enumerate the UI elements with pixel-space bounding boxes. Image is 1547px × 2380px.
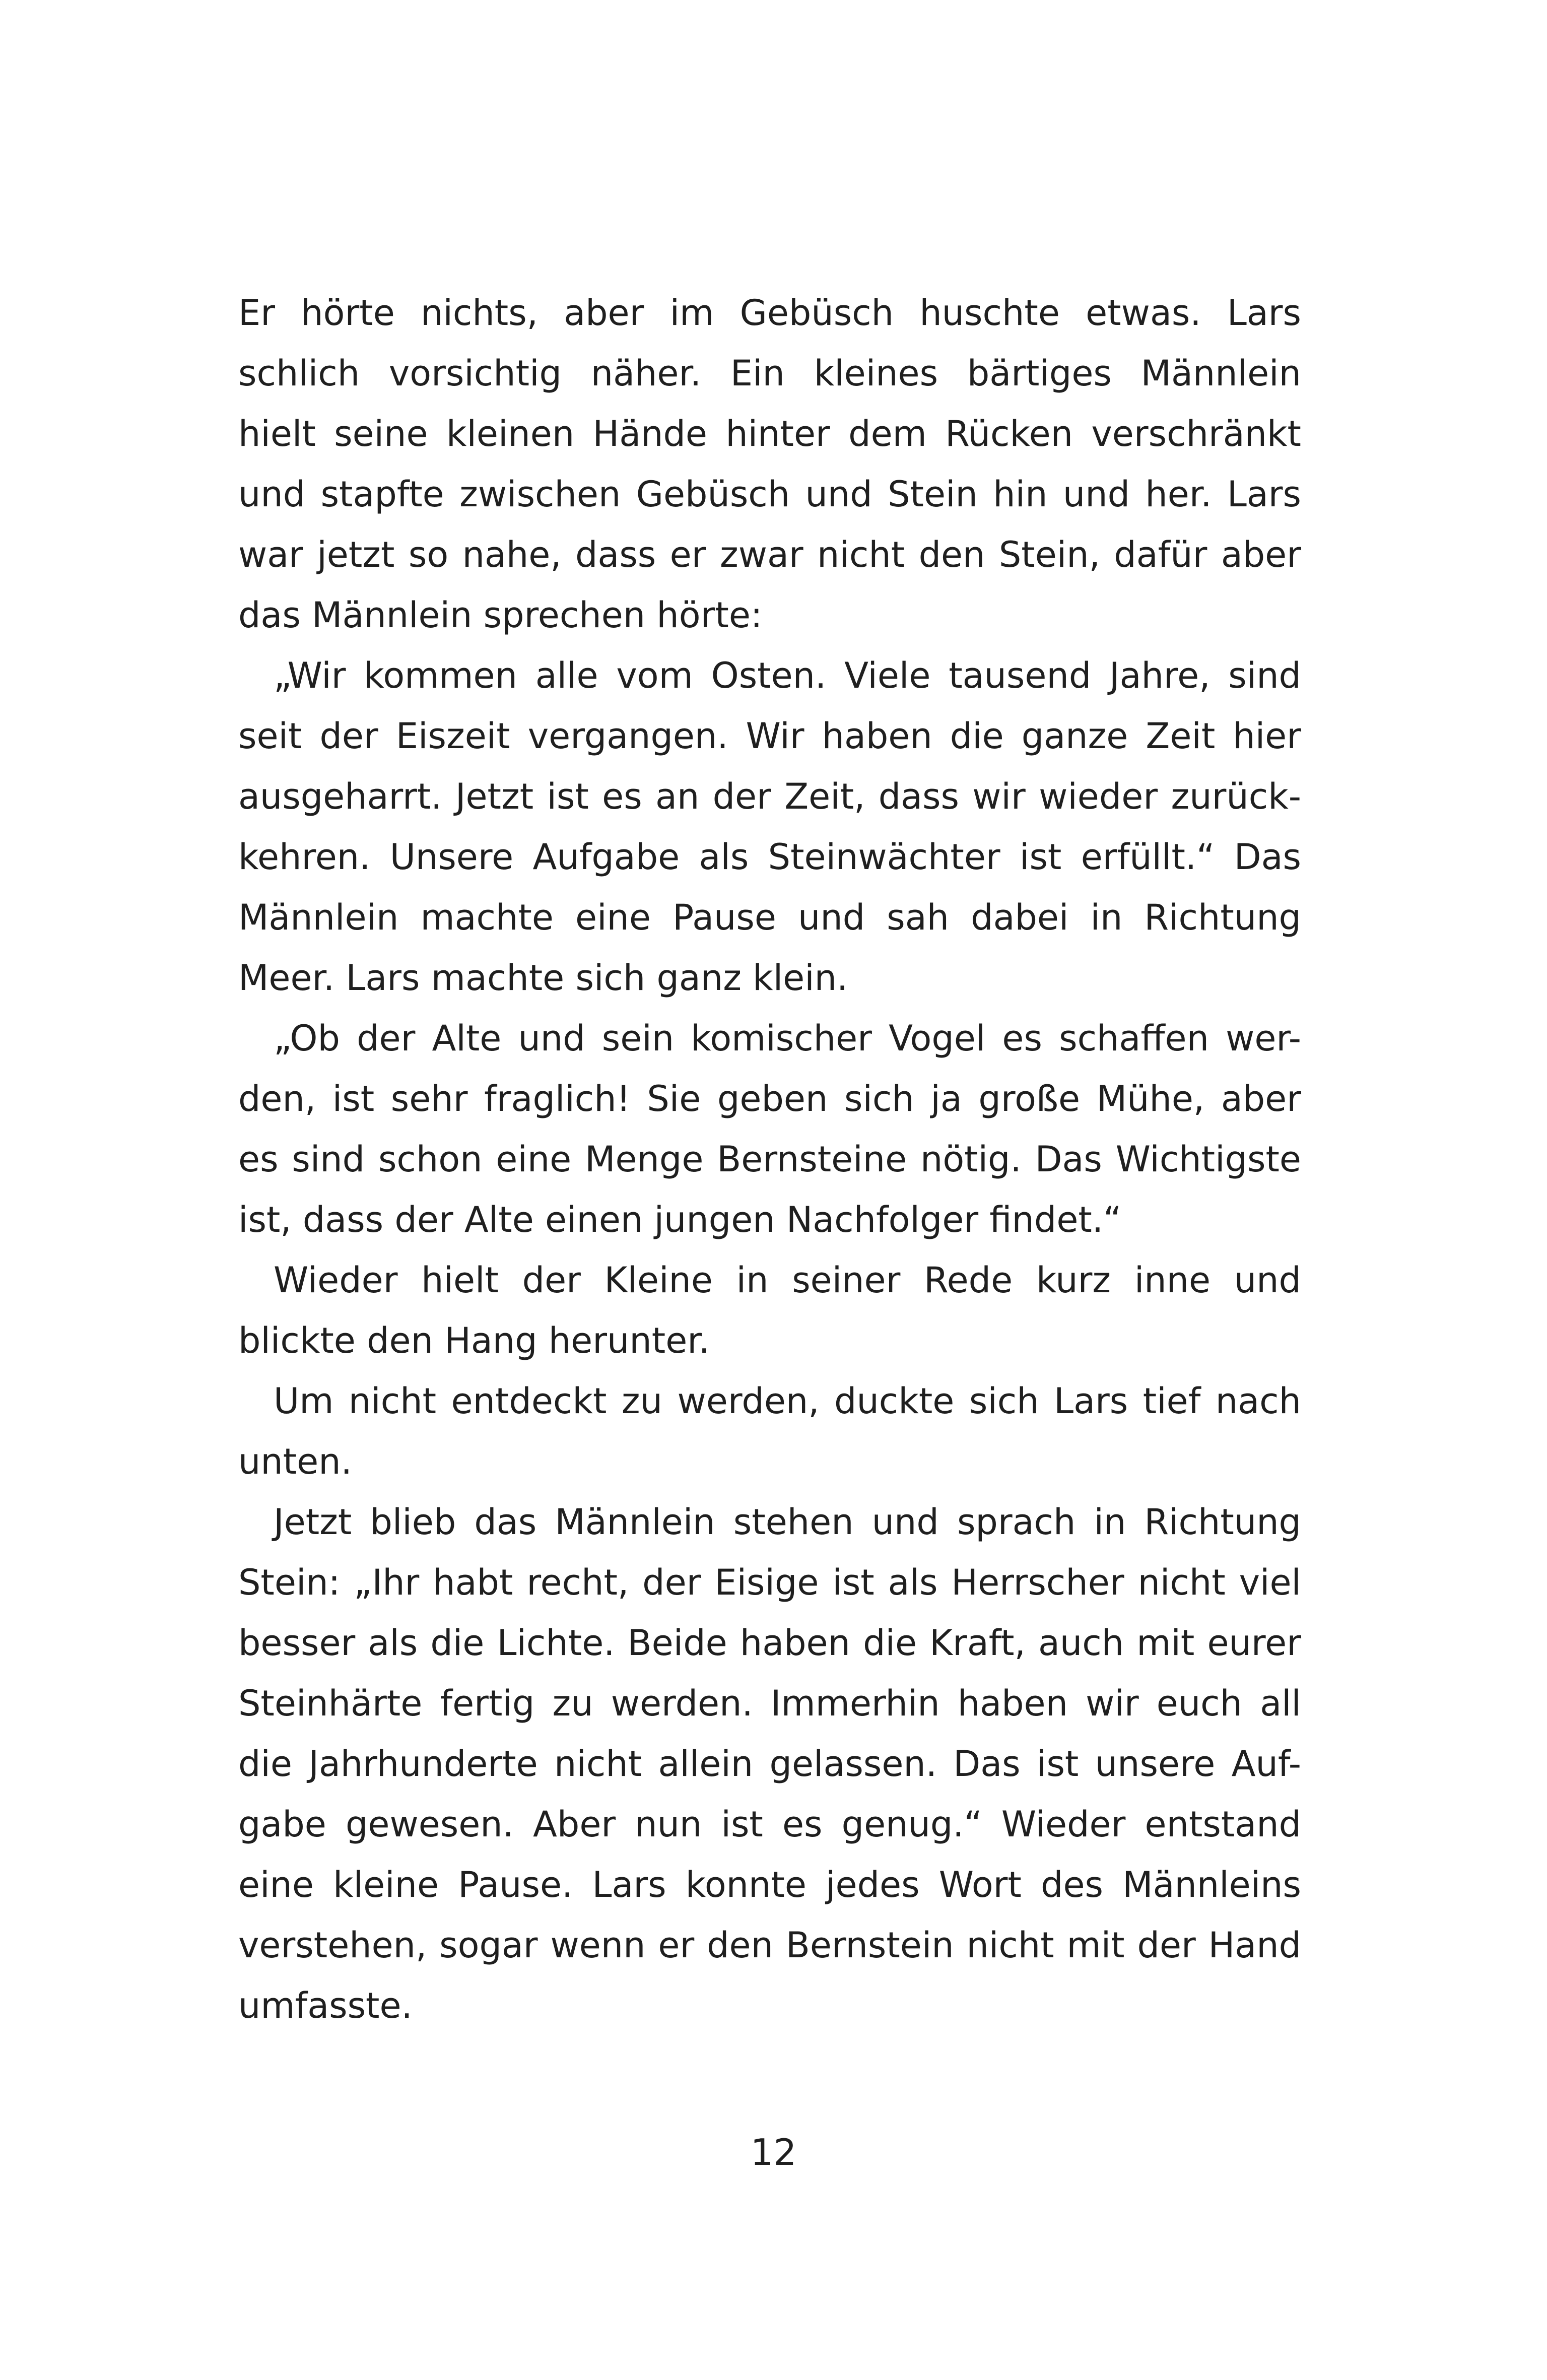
text-line: blickte den Hang herunter. [238, 1320, 710, 1361]
text-line: kehren. Unsere Aufgabe als Steinwächter ist erfüllt.“ Das [238, 836, 1301, 878]
text-line: hielt seine kleinen Hände hinter dem Rücken verschränkt [238, 413, 1301, 454]
text-line: Er hörte nichts, aber im Gebüsch huschte etwas. Lars [238, 292, 1301, 334]
text-line: Männlein machte eine Pause und sah dabei in Richtung [238, 897, 1301, 938]
text-line: seit der Eiszeit vergangen. Wir haben die ganze Zeit hier [238, 715, 1301, 757]
text-line: das Männlein sprechen hörte: [238, 594, 763, 636]
text-line: Wieder hielt der Kleine in seiner Rede kurz inne und [274, 1260, 1301, 1301]
text-line: war jetzt so nahe, dass er zwar nicht den Stein, dafür aber [238, 534, 1301, 575]
text-line: die Jahrhunderte nicht allein gelassen. Das ist unsere Auf- [238, 1743, 1301, 1784]
text-line: unten. [238, 1441, 352, 1482]
text-line: Meer. Lars machte sich ganz klein. [238, 957, 848, 999]
text-line: ist, dass der Alte einen jungen Nachfolger findet.“ [238, 1199, 1122, 1240]
text-line: Um nicht entdeckt zu werden, duckte sich Lars tief nach [274, 1380, 1301, 1422]
text-line: eine kleine Pause. Lars konnte jedes Wort des Männleins [238, 1864, 1301, 1905]
text-line: schlich vorsichtig näher. Ein kleines bärtiges Männlein [238, 353, 1301, 394]
text-line: verstehen, sogar wenn er den Bernstein nicht mit der Hand [238, 1925, 1301, 1966]
text-line: Steinhärte fertig zu werden. Immerhin haben wir euch all [238, 1683, 1301, 1724]
text-line: besser als die Lichte. Beide haben die Kraft, auch mit eurer [238, 1622, 1301, 1664]
text-line: und stapfte zwischen Gebüsch und Stein hin und her. Lars [238, 474, 1301, 515]
page-number: 12 [750, 2131, 797, 2173]
text-line: gabe gewesen. Aber nun ist es genug.“ Wieder entstand [238, 1804, 1301, 1845]
text-line: Stein: „Ihr habt recht, der Eisige ist als Herrscher nicht viel [238, 1562, 1301, 1603]
text-line: es sind schon eine Menge Bernsteine nötig. Das Wichtigste [238, 1139, 1301, 1180]
text-line: „Ob der Alte und sein komischer Vogel es schaffen wer- [274, 1018, 1301, 1059]
text-line: den, ist sehr fraglich! Sie geben sich ja große Mühe, aber [238, 1078, 1301, 1119]
text-line: umfasste. [238, 1985, 413, 2026]
text-line: Jetzt blieb das Männlein stehen und sprach in Richtung [274, 1501, 1301, 1543]
text-line: „Wir kommen alle vom Osten. Viele tausend Jahre, sind [274, 655, 1301, 696]
text-line: ausgeharrt. Jetzt ist es an der Zeit, dass wir wieder zurück- [238, 776, 1301, 817]
body-text [238, 283, 1301, 2036]
